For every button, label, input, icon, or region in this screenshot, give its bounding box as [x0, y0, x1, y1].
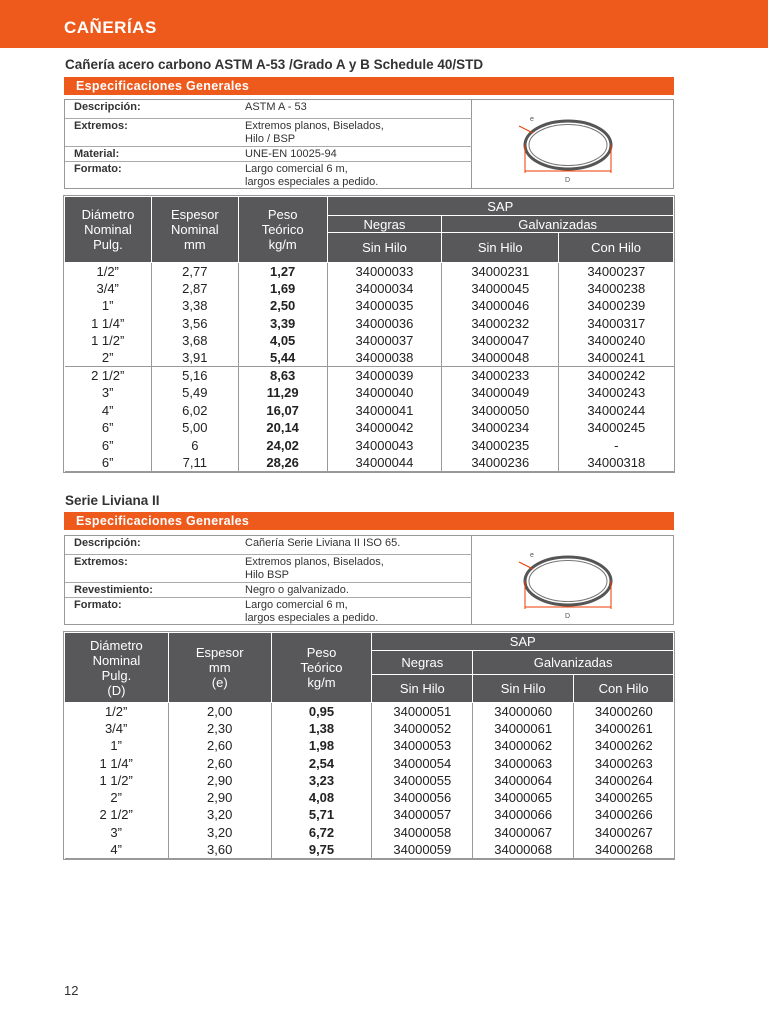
diagram-d-label: D [565, 613, 571, 620]
spec-value: Cañería Serie Liviana II ISO 65. [245, 537, 401, 549]
section2-spec-list [65, 536, 472, 624]
header-line: Peso [267, 207, 298, 222]
cell-sap-negras-sin-hilo: 34000052 [372, 720, 473, 737]
cell-espesor: 2,60 [168, 737, 271, 754]
cell-sap-galv-sin-hilo: 34000047 [442, 332, 559, 349]
cell-sap-galv-con-hilo: 34000243 [587, 385, 646, 401]
cell-sap-negras-sin-hilo: 34000035 [327, 297, 442, 314]
spec-value-line: Hilo / BSP [245, 133, 296, 145]
cell-peso: 1,69 [238, 280, 327, 297]
table-row [65, 454, 674, 471]
col-header-con-hilo: Con Hilo [574, 675, 674, 703]
cell-sap-galv-sin-hilo: 34000234 [442, 419, 559, 436]
section1-spec-box [64, 99, 674, 189]
table-row [65, 737, 674, 754]
cell-sap-galv-con-hilo: 34000237 [559, 263, 674, 280]
table-row [65, 824, 674, 841]
col-header-peso [238, 197, 327, 263]
diagram-d-label: D [565, 177, 571, 184]
cell-espesor: 5,49 [151, 384, 238, 401]
section1-table-body [65, 263, 674, 472]
cell-sap-galv-con-hilo: 34000244 [587, 402, 646, 418]
cell-sap-galv-con-hilo: 34000318 [559, 454, 674, 471]
cell-espesor: 2,90 [168, 772, 271, 789]
cell-sap-negras-sin-hilo: 34000038 [327, 349, 442, 366]
cell-espesor: 2,60 [168, 754, 271, 771]
spec-value-line: Extremos planos, Biselados, [245, 556, 384, 568]
header-line: Pulg. [93, 237, 123, 252]
cell-sap-galv-sin-hilo: 34000065 [473, 789, 574, 806]
header-line: mm [183, 237, 206, 252]
cell-espesor: 3,20 [168, 824, 271, 841]
section1-spec-bar [64, 77, 674, 95]
header-line: kg/m [268, 237, 297, 252]
table-row [65, 349, 674, 366]
banner-title: CAÑERÍAS [64, 18, 157, 37]
cell-espesor: 2,00 [168, 703, 271, 720]
cell-espesor: 3,60 [168, 841, 271, 858]
spec-row [65, 583, 472, 598]
col-header-con-hilo: Con Hilo [559, 233, 674, 263]
cell-sap-negras-sin-hilo: 34000056 [372, 789, 473, 806]
cell-sap-negras-sin-hilo: 34000054 [372, 754, 473, 771]
cell-sap-galv-sin-hilo: 34000233 [442, 367, 559, 384]
cell-diametro: 3/4” [65, 280, 152, 297]
cell-peso: 5,44 [238, 349, 327, 366]
cell-sap-galv-con-hilo: - [614, 437, 619, 453]
header-line: Nominal [170, 222, 219, 237]
cell-sap-galv-sin-hilo: 34000050 [442, 402, 559, 419]
cell-sap-galv-sin-hilo: 34000236 [442, 454, 559, 471]
cell-sap-galv-con-hilo: 34000242 [559, 367, 674, 384]
section2-title: Serie Liviana II [65, 493, 160, 508]
cell-espesor: 2,77 [151, 263, 238, 280]
col-header-sin-hilo: Sin Hilo [372, 675, 473, 703]
cell-sap-galv-con-hilo: 34000240 [587, 333, 646, 349]
section2-spec-bar [64, 512, 674, 530]
cell-espesor: 3,68 [151, 332, 238, 349]
table-row [65, 436, 674, 453]
cell-diametro: 3/4” [65, 720, 169, 737]
cell-sap-galv-con-hilo: 34000245 [587, 420, 646, 436]
spec-value [245, 599, 378, 625]
cell-sap-galv-sin-hilo: 34000062 [473, 737, 574, 754]
cell-peso: 16,07 [238, 402, 327, 419]
cell-espesor: 5,00 [151, 419, 238, 436]
cell-diametro: 3” [65, 384, 152, 401]
spec-value-line: Largo comercial 6 m, [245, 599, 348, 611]
cell-diametro: 2” [65, 789, 169, 806]
header-line: (D) [107, 682, 126, 698]
cell-sap-negras-sin-hilo: 34000034 [327, 280, 442, 297]
cell-sap-galv-sin-hilo: 34000046 [442, 297, 559, 314]
spec-label: Extremos: [74, 556, 128, 568]
section2-table [64, 632, 674, 859]
section2-pipe-diagram [473, 536, 673, 624]
cell-sap-negras-sin-hilo: 34000053 [372, 737, 473, 754]
col-header-espesor [168, 633, 271, 703]
section2-spec-box [64, 535, 674, 625]
cell-sap-galv-con-hilo: 34000262 [594, 738, 653, 754]
cell-diametro: 1 1/4” [65, 315, 152, 332]
cell-diametro: 6” [65, 454, 152, 471]
section1-spec-bar-label: Especificaciones Generales [76, 79, 250, 93]
header-line: Espesor [170, 207, 219, 222]
cell-sap-negras-sin-hilo: 34000037 [327, 332, 442, 349]
col-header-sin-hilo: Sin Hilo [442, 233, 559, 263]
col-header-galvanizadas: Galvanizadas [473, 651, 674, 675]
cell-sap-negras-sin-hilo: 34000059 [372, 841, 473, 858]
cell-sap-galv-sin-hilo: 34000063 [473, 754, 574, 771]
header-line: Pulg. [101, 667, 132, 683]
col-header-sin-hilo: Sin Hilo [473, 675, 574, 703]
cell-sap-galv-con-hilo: 34000260 [574, 703, 674, 720]
cell-sap-galv-con-hilo: 34000268 [574, 841, 674, 858]
cell-sap-galv-sin-hilo: 34000067 [473, 824, 574, 841]
cell-diametro: 6” [65, 436, 152, 453]
header-line: (e) [211, 675, 228, 690]
col-header-peso [271, 633, 372, 703]
cell-peso: 5,71 [271, 806, 372, 823]
pipe-cross-section-diagram [473, 100, 673, 188]
table-row [65, 754, 674, 771]
cell-sap-galv-sin-hilo: 34000232 [442, 315, 559, 332]
table-row [65, 297, 674, 314]
spec-row [65, 598, 472, 626]
cell-diametro: 1/2” [65, 263, 152, 280]
table-row [65, 419, 674, 436]
header-line: kg/m [307, 675, 336, 690]
cell-peso: 20,14 [238, 419, 327, 436]
header-line: Peso [306, 645, 337, 660]
spec-value-line: Hilo BSP [245, 569, 290, 581]
table-row [65, 315, 674, 332]
spec-row [65, 147, 472, 162]
table-row [65, 841, 674, 858]
cell-sap-galv-con-hilo: 34000266 [594, 807, 653, 823]
spec-row [65, 119, 472, 147]
section2-table-body [65, 703, 674, 859]
spec-label: Material: [74, 148, 120, 160]
section1-title: Cañería acero carbono ASTM A-53 /Grado A y B Schedule 40/STD [65, 57, 484, 72]
table-row [65, 384, 674, 401]
cell-sap-galv-con-hilo: 34000261 [594, 720, 653, 736]
section1-pipe-diagram [473, 100, 673, 188]
cell-diametro: 1” [65, 737, 169, 754]
cell-peso: 1,27 [238, 263, 327, 280]
cell-diametro: 1/2” [65, 703, 169, 720]
spec-value-line: Largo comercial 6 m, [245, 163, 348, 175]
table-row [65, 280, 674, 297]
cell-diametro: 1” [65, 297, 152, 314]
cell-peso: 28,26 [238, 454, 327, 471]
cell-sap-galv-sin-hilo: 34000235 [442, 436, 559, 453]
cell-sap-negras-sin-hilo: 34000039 [327, 367, 442, 384]
page-banner [0, 0, 768, 48]
cell-espesor: 3,20 [168, 806, 271, 823]
cell-sap-negras-sin-hilo: 34000033 [327, 263, 442, 280]
col-header-sap: SAP [327, 197, 673, 216]
cell-espesor: 6,02 [151, 402, 238, 419]
cell-sap-galv-sin-hilo: 34000060 [473, 703, 574, 720]
cell-diametro: 1 1/4” [65, 754, 169, 771]
cell-sap-galv-con-hilo: 34000264 [594, 772, 653, 788]
page-number: 12 [64, 983, 79, 998]
section1-table [64, 196, 674, 472]
header-line: Teórico [261, 222, 304, 237]
cell-diametro: 1 1/2” [65, 332, 152, 349]
cell-sap-galv-con-hilo: 34000267 [594, 824, 653, 840]
spec-value: UNE-EN 10025-94 [245, 148, 337, 160]
header-line: Nominal [84, 222, 132, 237]
col-header-sap: SAP [372, 633, 674, 651]
spec-label: Revestimiento: [74, 584, 153, 596]
cell-peso: 2,54 [271, 754, 372, 771]
table-row [65, 720, 674, 737]
cell-sap-negras-sin-hilo: 34000042 [327, 419, 442, 436]
spec-label: Descripción: [74, 537, 141, 549]
cell-diametro: 4” [65, 402, 152, 419]
cell-peso: 3,39 [238, 315, 327, 332]
col-header-sin-hilo: Sin Hilo [327, 233, 442, 263]
cell-diametro: 2 1/2” [65, 806, 169, 823]
table-row [65, 367, 674, 384]
table-row [65, 772, 674, 789]
spec-row [65, 162, 472, 190]
spec-value-line: Extremos planos, Biselados, [245, 120, 384, 132]
header-line: mm [208, 660, 231, 675]
spec-row [65, 536, 472, 555]
cell-sap-negras-sin-hilo: 34000057 [372, 806, 473, 823]
cell-peso: 11,29 [238, 384, 327, 401]
header-line: Diámetro [81, 207, 135, 222]
cell-sap-galv-sin-hilo: 34000061 [473, 720, 574, 737]
spec-value [245, 120, 384, 146]
cell-peso: 4,08 [271, 789, 372, 806]
spec-value-line: largos especiales a pedido. [245, 612, 379, 624]
pipe-cross-section-diagram [473, 536, 673, 624]
cell-diametro: 2” [65, 349, 152, 366]
spec-label: Formato: [74, 599, 122, 611]
cell-sap-negras-sin-hilo: 34000040 [327, 384, 442, 401]
table-row [65, 263, 674, 280]
table-row [65, 806, 674, 823]
diagram-e-label: e [530, 552, 534, 559]
section1-spec-list [65, 100, 472, 188]
spec-value [245, 556, 384, 582]
spec-value [245, 163, 378, 189]
cell-sap-galv-sin-hilo: 34000048 [442, 349, 559, 366]
table-row [65, 789, 674, 806]
cell-sap-galv-sin-hilo: 34000068 [473, 841, 574, 858]
cell-peso: 1,38 [271, 720, 372, 737]
cell-sap-negras-sin-hilo: 34000044 [327, 454, 442, 471]
cell-peso: 4,05 [238, 332, 327, 349]
cell-peso: 2,50 [238, 297, 327, 314]
cell-sap-galv-sin-hilo: 34000049 [442, 384, 559, 401]
cell-sap-galv-con-hilo: 34000317 [587, 315, 646, 331]
spec-label: Extremos: [74, 120, 128, 132]
cell-espesor: 7,11 [151, 454, 238, 471]
cell-espesor: 3,38 [151, 297, 238, 314]
cell-diametro: 6” [65, 419, 152, 436]
cell-peso: 1,98 [271, 737, 372, 754]
cell-sap-galv-con-hilo: 34000239 [587, 298, 646, 314]
cell-sap-galv-con-hilo: 34000263 [594, 755, 653, 771]
spec-row [65, 100, 472, 119]
spec-value: ASTM A - 53 [245, 101, 307, 113]
cell-sap-negras-sin-hilo: 34000058 [372, 824, 473, 841]
cell-sap-galv-con-hilo: 34000265 [594, 790, 653, 806]
cell-sap-negras-sin-hilo: 34000055 [372, 772, 473, 789]
section2-spec-bar-label: Especificaciones Generales [76, 514, 250, 528]
cell-espesor: 2,90 [168, 789, 271, 806]
col-header-galvanizadas: Galvanizadas [442, 216, 674, 233]
cell-sap-galv-sin-hilo: 34000231 [442, 263, 559, 280]
spec-label: Descripción: [74, 101, 141, 113]
spec-value: Negro o galvanizado. [245, 584, 349, 596]
cell-diametro: 3” [65, 824, 169, 841]
cell-sap-negras-sin-hilo: 34000043 [327, 436, 442, 453]
cell-peso: 9,75 [271, 841, 372, 858]
cell-sap-negras-sin-hilo: 34000036 [327, 315, 442, 332]
cell-peso: 24,02 [238, 436, 327, 453]
cell-sap-negras-sin-hilo: 34000041 [327, 402, 442, 419]
cell-sap-galv-sin-hilo: 34000066 [473, 806, 574, 823]
header-line: Nominal [92, 652, 141, 668]
cell-sap-galv-sin-hilo: 34000064 [473, 772, 574, 789]
header-line: Diámetro [90, 637, 143, 653]
cell-peso: 0,95 [271, 703, 372, 720]
cell-espesor: 2,30 [168, 720, 271, 737]
cell-sap-galv-con-hilo: 34000241 [587, 350, 646, 366]
col-header-espesor [151, 197, 238, 263]
cell-espesor: 3,56 [151, 315, 238, 332]
cell-sap-negras-sin-hilo: 34000051 [372, 703, 473, 720]
table-row [65, 332, 674, 349]
header-line: Espesor [195, 645, 244, 660]
header-line: Teórico [300, 660, 343, 675]
col-header-negras: Negras [372, 651, 473, 675]
cell-diametro: 2 1/2” [65, 367, 152, 384]
spec-row [65, 555, 472, 583]
diagram-e-label: e [530, 116, 534, 123]
spec-label: Formato: [74, 163, 122, 175]
spec-value-line: largos especiales a pedido. [245, 176, 379, 188]
table-row [65, 402, 674, 419]
cell-sap-galv-con-hilo: 34000238 [587, 281, 646, 297]
cell-espesor: 3,91 [151, 349, 238, 366]
cell-espesor: 5,16 [151, 367, 238, 384]
cell-peso: 6,72 [271, 824, 372, 841]
cell-diametro: 1 1/2” [65, 772, 169, 789]
cell-espesor: 6 [151, 436, 238, 453]
cell-diametro: 4” [65, 841, 169, 858]
cell-espesor: 2,87 [151, 280, 238, 297]
cell-sap-galv-sin-hilo: 34000045 [442, 280, 559, 297]
cell-peso: 8,63 [238, 367, 327, 384]
col-header-diametro [65, 633, 169, 703]
col-header-negras: Negras [327, 216, 442, 233]
col-header-diametro [65, 197, 152, 263]
table-row [65, 703, 674, 720]
cell-peso: 3,23 [271, 772, 372, 789]
